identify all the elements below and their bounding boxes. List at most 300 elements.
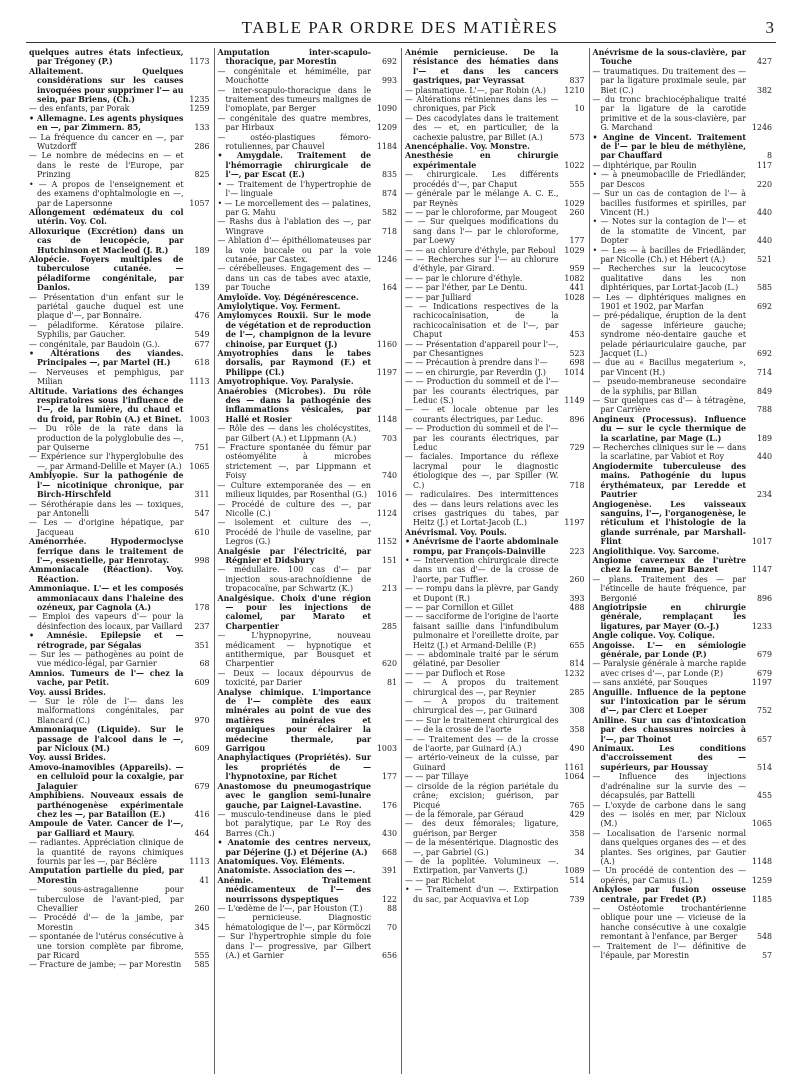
entry-page-number: 260: [569, 574, 585, 584]
entry-text: — — en chirurgie, par Reverdin (J.): [405, 367, 546, 377]
entry-text: Analgésie par l'électricité, par Régnier et Didsbury: [217, 546, 371, 565]
entry-text: quelques autres états infectieux, par Trégoney (P.): [29, 48, 184, 67]
index-entry: [405, 735, 585, 754]
index-entry: [593, 246, 773, 265]
entry-text: Anaérobies (Microbes). Du rôle des — dans la pathogénie des inflammations vésicales, par Hallé et Rosier: [217, 386, 371, 424]
entry-text: — Altérations rétiniennes dans les — chroniques, par Pick: [405, 95, 559, 114]
entry-page-number: 1022: [564, 160, 585, 170]
entry-text: Aménorrhée. Hypodermoclyse ferrique dans le traitement de l'—, essentielle, par Henrotay.: [29, 537, 184, 565]
entry-page-number: 358: [569, 828, 585, 838]
index-entry: [593, 885, 773, 904]
index-entry: [405, 810, 585, 819]
index-entry: [29, 227, 210, 255]
entry-page-number: 1147: [751, 565, 772, 575]
index-entry: [218, 424, 398, 443]
entry-text: — Sur les — pathogènes au point de vue médico-légal, par Garnier: [29, 650, 184, 669]
entry-page-number: 189: [194, 245, 210, 255]
entry-text: Ammoniacale (Réaction). Voy. Réaction.: [29, 565, 184, 584]
entry-page-number: 679: [756, 650, 772, 659]
entry-text: — Localisation de l'arsenic normal dans quelques organes des — et des plantes. Ses origines, par Gautier (A.): [592, 828, 746, 866]
entry-page-number: 1014: [564, 367, 585, 377]
entry-text: Amblyopie. Sur la pathogénie de l'— nicotinique chronique, par Birch-Hirschfeld: [29, 471, 184, 500]
entry-text: Ammoniaque. L'— et les composés ammoniacaux dans l'haleine des ozéneux, par Cagnola (A.): [29, 584, 184, 612]
index-entry: [29, 819, 210, 838]
index-entry: [593, 415, 773, 443]
entry-text: — Deux — locaux dépourvus de toxicité, par Darier: [217, 668, 371, 688]
index-entry: [29, 133, 210, 152]
entry-text: — — Production du sommeil et de l'— par les courants électriques, par Leduc: [405, 424, 559, 453]
index-entry: [593, 659, 773, 678]
index-entry: [218, 669, 398, 688]
index-entry: [593, 48, 773, 67]
entry-text: Animaux. Les conditions d'accroissement des — supérieurs, par Houssay: [592, 744, 746, 772]
entry-page-number: 139: [194, 283, 210, 293]
entry-text: Anatomiques. Voy. Éléments.: [217, 856, 345, 866]
index-entry: [218, 810, 398, 838]
entry-text: — Nerveuses et pemphigus, par Milian: [29, 367, 184, 387]
entry-page-number: 133: [194, 123, 210, 133]
index-entry: [29, 518, 210, 537]
entry-page-number: 358: [569, 725, 585, 735]
entry-text: — — sacciforme de l'origine de l'aorte faisant saillie dans l'infundibulum pulmonaire et l'oreillette droite, par Heitz (J.) et Armand-Delille (P.): [405, 612, 559, 650]
entry-text: • Angine de Vincent. Traitement de l'— par le bleu de méthylène, par Chauffard: [592, 132, 746, 161]
entry-text: — Sur le rôle de l'— dans les malformations congénitales, par Blancard (C.): [29, 697, 184, 725]
index-entry: [29, 866, 210, 885]
index-entry: [593, 603, 773, 631]
index-entry: [218, 518, 398, 546]
entry-page-number: 1197: [564, 518, 585, 528]
index-column-2: [214, 48, 402, 1074]
entry-page-number: 1124: [376, 508, 397, 518]
entry-text: — du tronc brachiocéphalique traité par la ligature de la carotide primitive et de la sous-clavière, par G. Marchand: [592, 95, 746, 133]
entry-page-number: 1209: [376, 123, 397, 133]
entry-text: — faciales. Importance du réflexe lacrymal pour le diagnostic étiologique des —, par Spiller (W. C.): [405, 452, 559, 490]
entry-text: — Des cacodylates dans le traitement des — et, en particulier, de la cachexie palustre, par Billet (A.): [405, 113, 559, 142]
entry-page-number: 677: [194, 339, 210, 349]
index-entry: [29, 340, 210, 349]
index-entry: [218, 377, 398, 386]
index-entry: [218, 904, 398, 913]
entry-text: — de la poplitée. Volumineux —. Extirpation, par Vanverts (J.): [405, 856, 559, 876]
entry-page-number: 391: [381, 866, 397, 876]
entry-text: Angineux (Processus). Influence du — sur le cycle thermique de la scarlatine, par Mage (L.): [592, 414, 746, 443]
entry-text: — Présentation d'un enfant sur le pariétal gauche duquel est une plaque d'—, par Bonnaire.: [29, 292, 184, 321]
entry-page-number: 34: [574, 847, 585, 857]
entry-page-number: 585: [756, 283, 772, 293]
page-title: TABLE PAR ORDRE DES MATIÈRES: [241, 18, 559, 37]
entry-text: — congénitale, par Baudoin (G.).: [29, 339, 160, 349]
entry-text: — cérébelleuses. Engagement des — dans un cas de tabes avec ataxie, par Touche: [217, 264, 371, 293]
entry-text: — L'hypnopyrine, nouveau médicament — hypnotique et antithermique, par Bousquet et Charpentier: [217, 631, 371, 669]
index-entry: [593, 264, 773, 292]
index-entry: [405, 170, 585, 189]
entry-text: Amnios. Tumeurs de l'— chez la vache, par Petit.: [29, 668, 184, 688]
index-entry: [218, 547, 398, 566]
index-entry: [218, 838, 398, 857]
index-entry: [29, 669, 210, 688]
entry-text: — Rashs dus à l'ablation des —, par Wingrave: [217, 217, 371, 236]
index-entry: [218, 387, 398, 425]
entry-text: — Paralysie générale à marche rapide avec crises d'—, par Londe (P.): [592, 659, 746, 678]
index-entry: [218, 48, 398, 67]
entry-page-number: 122: [381, 894, 397, 904]
entry-page-number: 752: [756, 706, 772, 716]
index-entry: [593, 942, 773, 961]
entry-page-number: 285: [381, 621, 397, 631]
entry-text: — radiculaires. Des intermittences des — dans leurs relations avec les crises gastriques du tabes, par Heitz (J.) et Lortat-Jacob (L.): [405, 490, 559, 528]
entry-text: • Amygdale. Traitement de l'hémorragie chirurgicale de l'—, par Escat (E.): [217, 151, 371, 180]
entry-text: — — par Richelot: [405, 875, 475, 885]
entry-text: Ampoule de Vater. Cancer de l'—, par Galliard et Maury.: [29, 819, 184, 838]
entry-page-number: 429: [569, 809, 585, 819]
entry-text: • Amnésie. Epilepsie et — rétrograde, par Ségalas: [29, 631, 184, 650]
entry-page-number: 213: [381, 584, 397, 594]
index-entry: [593, 575, 773, 603]
entry-page-number: 1173: [189, 57, 210, 67]
index-entry: [593, 95, 773, 133]
entry-text: Amyotrophique. Voy. Paralysie.: [217, 377, 354, 387]
index-entry: [29, 631, 210, 650]
entry-text: • Anévrisme de l'aorte abdominale rompu, par François-Dainville: [405, 537, 559, 556]
entry-page-number: 164: [381, 283, 397, 293]
entry-page-number: 788: [756, 405, 772, 415]
index-entry: [593, 716, 773, 744]
index-entry: [405, 368, 585, 377]
index-entry: [218, 349, 398, 377]
index-entry: [405, 95, 585, 114]
index-entry: [218, 913, 398, 932]
entry-text: • Anatomie des centres nerveux, par Déjerine (J.) et Déjerine (A.): [217, 838, 371, 857]
index-entry: [218, 67, 398, 86]
entry-text: — — abdominale traité par le sérum gélatiné, par Desolier: [405, 650, 559, 669]
entry-text: Anémie pernicieuse. De la résistance des hématies dans l'— et dans les cancers gastriques, par Veyrassat: [405, 48, 559, 86]
running-header: [26, 18, 774, 42]
entry-page-number: 729: [569, 443, 585, 453]
entry-text: — diphtérique, par Roulin: [592, 160, 697, 170]
index-entry: [218, 86, 398, 114]
index-entry: [29, 67, 210, 105]
index-entry: [405, 650, 585, 669]
entry-text: — — par Julliard: [405, 292, 472, 302]
entry-page-number: 655: [569, 640, 585, 650]
entry-page-number: 57: [761, 951, 772, 960]
index-entry: [405, 584, 585, 603]
index-entry: [405, 452, 585, 490]
index-entry: [405, 377, 585, 405]
entry-page-number: 464: [194, 828, 210, 838]
index-entry: [593, 311, 773, 358]
entry-text: — Ostéotomie trochantérienne oblique pour une — vicieuse de la hanche consécutive à une coxalgie remontant à l'enfance, par Berger: [592, 903, 746, 942]
index-entry: [405, 716, 585, 735]
index-entry: [593, 556, 773, 575]
entry-text: — Sur un cas de contagion de l'— à bacilles fusiformes et spirilles, par Vincent (H.): [592, 189, 746, 217]
entry-page-number: 441: [569, 283, 585, 293]
entry-text: • — Traitement d'un —. Extirpation du sac, par Acquaviva et Lop: [405, 885, 559, 904]
entry-page-number: 81: [386, 678, 397, 688]
entry-text: — plans. Traitement des — par l'étincelle de haute fréquence, par Bergonié: [592, 574, 746, 603]
entry-page-number: 1246: [376, 254, 397, 264]
entry-page-number: 692: [381, 57, 397, 67]
entry-page-number: 1017: [751, 537, 772, 547]
entry-page-number: 1210: [564, 85, 585, 95]
index-entry: [593, 170, 773, 189]
entry-page-number: 573: [569, 132, 585, 142]
entry-page-number: 285: [569, 687, 585, 697]
entry-page-number: 825: [194, 170, 210, 180]
entry-text: Amputation partielle du pied, par Morestin: [29, 866, 184, 885]
entry-text: — L'œdème de l'—, par Houston (T.): [217, 903, 363, 913]
entry-page-number: 620: [381, 659, 397, 669]
index-entry: [593, 189, 773, 217]
entry-page-number: 1028: [564, 292, 585, 302]
entry-text: — Traitement de l'— définitive de l'épaule, par Morestin: [592, 941, 746, 960]
index-entry: [218, 782, 398, 810]
index-entry: [405, 424, 585, 452]
entry-text: — — par Tillaye: [405, 772, 469, 782]
entry-page-number: 765: [569, 800, 585, 810]
index-entry: [29, 612, 210, 631]
entry-page-number: 549: [194, 330, 210, 340]
index-entry: [405, 151, 585, 170]
entry-text: Altitude. Variations des échanges respiratoires sous l'influence de l'—, de la lumière, du chaud et du froid, par Robin (A.) et Binet.: [29, 386, 184, 424]
entry-text: — de la fémorale, par Géraud: [405, 809, 524, 819]
index-entry: [29, 180, 210, 208]
entry-text: Voy. aussi Brides.: [29, 687, 106, 697]
entry-page-number: 176: [381, 800, 397, 810]
index-entry: [405, 405, 585, 424]
entry-text: — Sur l'hypertrophie simple du foie dans l'— progressive, par Gilbert (A.) et Garnier: [217, 932, 371, 960]
entry-text: — Culture extemporanée des — en milieux liquides, par Rosenthal (G.): [217, 480, 371, 500]
index-entry: [593, 547, 773, 556]
entry-text: — pseudo-membraneuse secondaire de la syphilis, par Billan: [592, 377, 746, 396]
entry-page-number: 70: [386, 922, 397, 932]
entry-text: • Altérations des viandes. Principales —, par Martel (H.): [29, 349, 184, 368]
entry-text: — sous-astragalienne pour tuberculose de l'avant-pied, par Chevallier: [29, 885, 184, 913]
index-entry: [593, 217, 773, 245]
entry-page-number: 679: [194, 781, 210, 791]
entry-page-number: 1064: [564, 772, 585, 782]
index-entry: [218, 264, 398, 292]
entry-page-number: 220: [756, 179, 772, 189]
index-entry: [218, 311, 398, 349]
entry-text: Analgésique. Choix d'une région — pour les injections de calomel, par Marato et Charpentier: [217, 593, 371, 631]
entry-page-number: 1029: [564, 245, 585, 255]
entry-page-number: 177: [381, 772, 397, 782]
index-entry: [593, 396, 773, 415]
entry-page-number: 1148: [751, 856, 772, 866]
entry-page-number: 547: [194, 508, 210, 518]
index-entry: [218, 199, 398, 218]
index-entry: [593, 904, 773, 942]
entry-page-number: 189: [756, 433, 772, 443]
entry-text: — ostéo-plastiques fémoro-rotuliennes, par Chauvel: [217, 132, 371, 152]
entry-text: • — à pneumobacille de Friedländer, par Descos: [592, 170, 746, 189]
entry-page-number: 455: [756, 791, 772, 801]
entry-page-number: 1235: [189, 95, 210, 105]
entry-text: Angle colique. Voy. Colique.: [592, 631, 715, 641]
entry-page-number: 1232: [564, 668, 585, 678]
entry-page-number: 1233: [751, 621, 772, 631]
entry-text: — traumatiques. Du traitement des — par la ligature proximale seule, par Biet (C.): [592, 66, 746, 95]
entry-page-number: 1113: [189, 856, 210, 866]
entry-page-number: 1016: [376, 490, 397, 500]
entry-text: — des deux fémorales; ligature, guérison, par Berger: [405, 819, 559, 838]
entry-text: — — Indications respectives de la rachicocaïnisation, de la rachicocaïnisation et de l'—, par Chaput: [405, 301, 559, 340]
entry-page-number: 41: [199, 875, 210, 885]
index-entry: [29, 48, 210, 67]
entry-text: Anévrismal. Voy. Pouls.: [405, 527, 507, 537]
entry-text: Anencéphalie. Voy. Monstre.: [405, 142, 530, 152]
entry-text: — — par le chloroforme, par Mougeot: [405, 207, 558, 217]
entry-page-number: 692: [756, 301, 772, 311]
index-entry: [593, 829, 773, 867]
index-entry: [29, 697, 210, 725]
index-entry: [405, 612, 585, 650]
entry-text: Allaitement. Quelques considérations sur les causes invoquées pour supprimer l'— au sein, par Briens, (Ch.): [29, 66, 184, 105]
entry-text: Amyotrophies dans le tabes dorsalis, par Raymond (F.) et Philippe (Cl.): [217, 349, 371, 377]
index-entry: [405, 246, 585, 255]
entry-page-number: 488: [569, 602, 585, 612]
entry-text: • — A propos de l'enseignement et des examens d'ophtalmologie en —, par de Lapersonne: [29, 179, 184, 208]
index-entry: [218, 217, 398, 236]
entry-page-number: 523: [569, 349, 585, 358]
index-entry: [29, 452, 210, 471]
entry-page-number: 679: [756, 668, 772, 678]
index-entry: [29, 471, 210, 499]
index-entry: [405, 189, 585, 208]
entry-text: — Fracture de jambe; — par Morestin: [29, 960, 182, 970]
entry-text: Angiogenèse. Les vaisseaux sanguins, l'—, l'organogenèse, le réticulum et l'histologie de la glande surrénale, par Marshall-Flint: [592, 499, 746, 547]
entry-page-number: 1029: [564, 198, 585, 208]
entry-page-number: 430: [381, 828, 397, 838]
entry-page-number: 609: [194, 678, 210, 688]
entry-page-number: 703: [381, 433, 397, 443]
index-entry: [593, 678, 773, 687]
index-entry: [29, 114, 210, 133]
index-entry: [29, 885, 210, 913]
entry-text: — Les — diphtériques malignes en 1901 et 1902, par Marfan: [592, 292, 746, 311]
entry-page-number: 714: [756, 367, 772, 377]
entry-text: — Emploi des vapeurs d'— pour la désinfection des locaux, par Vaillard: [29, 612, 184, 631]
index-entry: [405, 528, 585, 537]
entry-page-number: 618: [194, 358, 210, 368]
index-entry: [218, 443, 398, 481]
index-entry: [218, 500, 398, 519]
index-entry: [29, 725, 210, 753]
entry-text: Analyse chimique. L'importance de l'— complète des eaux minérales au point de vue des matières minérales et organiques pour éclairer la médecine thermale, par Garrigou: [217, 687, 371, 754]
entry-text: — — Sur quelques modifications du sang dans l'— par le chloroforme, par Loewy: [405, 217, 559, 246]
index-entry: [29, 368, 210, 387]
entry-text: — spontanée de l'utérus consécutive à une torsion complète par fibrome, par Ricard: [29, 932, 184, 960]
entry-page-number: 440: [756, 207, 772, 217]
entry-page-number: 718: [381, 226, 397, 236]
entry-page-number: 874: [381, 189, 397, 199]
entry-text: — — au chlorure d'éthyle, par Reboul: [405, 245, 556, 255]
entry-text: — — par le chlorure d'éthyle.: [405, 273, 523, 283]
index-entry: [593, 462, 773, 500]
entry-page-number: 656: [381, 951, 397, 960]
entry-page-number: 1197: [751, 678, 772, 688]
entry-page-number: 548: [756, 932, 772, 942]
index-entry: [405, 274, 585, 283]
entry-text: — Sur quelques cas d'— à tétragène, par Carrière: [592, 396, 746, 415]
entry-text: Allongement œdémateux du col utérin. Voy. Col.: [29, 207, 184, 227]
entry-page-number: 514: [569, 875, 585, 885]
entry-page-number: 1003: [376, 744, 397, 754]
index-entry: [29, 349, 210, 368]
entry-text: — Sérothérapie dans les — toxiques, par Antonelli: [29, 499, 184, 518]
entry-text: Alopécie. Foyers multiples de tuberculose cutanée. — péladiforme congénitale, par Danlos.: [29, 254, 184, 293]
entry-page-number: 896: [756, 593, 772, 603]
entry-text: Amyloïde. Voy. Dégénérescence.: [217, 292, 359, 302]
entry-text: — Le nombre de médecins en — et dans le reste de l'Europe, par Prinzing: [29, 151, 184, 180]
index-entry: [29, 932, 210, 960]
index-entry: [218, 151, 398, 179]
entry-page-number: 740: [381, 471, 397, 481]
index-entry: [218, 302, 398, 311]
entry-text: Anastomose du pneumogastrique avec le ganglion semi-lunaire gauche, par Laignel-Lavastine.: [217, 781, 371, 810]
index-entry: [405, 782, 585, 810]
entry-text: — Expérience sur l'hyperglobulie des —, par Armand-Delille et Mayer (A.): [29, 452, 184, 471]
entry-text: — — Recherches sur l'— au chlorure d'éthyle, par Girard.: [405, 254, 559, 274]
entry-text: — Influence des injections d'adrénaline sur la survie des — décapsulés, par Battelli: [592, 772, 746, 801]
entry-text: Anguille. Influence de la peptone sur l'intoxication par le sérum d'—, par Clerc et Loeper: [592, 687, 746, 716]
entry-text: — L'oxyde de carbone dans le sang des — isolés en mer, par Nicloux (M.): [592, 800, 746, 829]
entry-page-number: 585: [194, 960, 210, 970]
entry-page-number: 453: [569, 330, 585, 340]
entry-text: — générale par le mélange A. C. E., par Reynès: [405, 189, 559, 208]
index-entry: [29, 424, 210, 452]
index-entry: [218, 876, 398, 904]
entry-page-number: 555: [194, 951, 210, 960]
index-entry: [29, 293, 210, 321]
entry-page-number: 896: [569, 414, 585, 424]
index-entry: [218, 753, 398, 781]
entry-text: Anatomiste. Association des —.: [217, 866, 356, 876]
entry-text: — congénitale et hémimélie, par Mouchotte: [217, 66, 371, 86]
page-number: 3: [765, 18, 774, 37]
entry-text: — — par l'éther, par Le Dentu.: [405, 283, 528, 293]
index-columns: [26, 48, 776, 1074]
entry-page-number: 286: [194, 142, 210, 152]
entry-text: — médullaire. 100 cas d'— par injection sous-arachnoïdienne de tropacocaïne, par Schwartz (K.): [217, 565, 371, 594]
entry-text: • — Intervention chirurgicale directe dans un cas d'— de la crosse de l'aorte, par Tuffier.: [405, 555, 559, 584]
entry-text: — — et locale obtenue par les courants électriques, par Leduc.: [405, 405, 559, 424]
entry-page-number: 382: [756, 85, 772, 95]
entry-text: — plasmatique. L'—, par Robin (A.): [405, 85, 546, 95]
index-entry: [405, 537, 585, 556]
index-entry: [218, 114, 398, 133]
entry-page-number: 476: [194, 311, 210, 321]
index-entry: [218, 293, 398, 302]
index-entry: [29, 688, 210, 697]
index-entry: [593, 772, 773, 800]
entry-text: — due au « Bacillus megaterium », par Vincent (H.): [592, 358, 746, 377]
entry-page-number: 1003: [189, 414, 210, 424]
entry-text: — cirsoïde de la région pariétale du crâne; excision; guérison, par Picqué: [405, 781, 559, 810]
entry-text: Ammoniaque (Liquide). Sur le passage de l'alcool dans le —, par Nicloux (M.): [29, 725, 184, 754]
entry-text: — Du rôle de la rate dans la production de la polyglobulie des —, par Quiserne: [29, 424, 184, 453]
entry-page-number: 1259: [189, 104, 210, 114]
index-entry: [405, 358, 585, 367]
entry-page-number: 849: [756, 386, 772, 396]
entry-page-number: 692: [756, 349, 772, 358]
entry-text: — isolement et culture des —, Procédé de l'huile de vaseline, par Legros (G.): [217, 518, 371, 547]
entry-page-number: 178: [194, 602, 210, 612]
entry-page-number: 1185: [751, 894, 772, 904]
entry-text: — pré-pédalique, éruption de la dent de sagesse inférieure gauche; syndrome néo-dentaire gauche et pelade périauriculaire gauche, par Jacquet (L.): [592, 311, 746, 358]
index-entry: [218, 857, 398, 866]
